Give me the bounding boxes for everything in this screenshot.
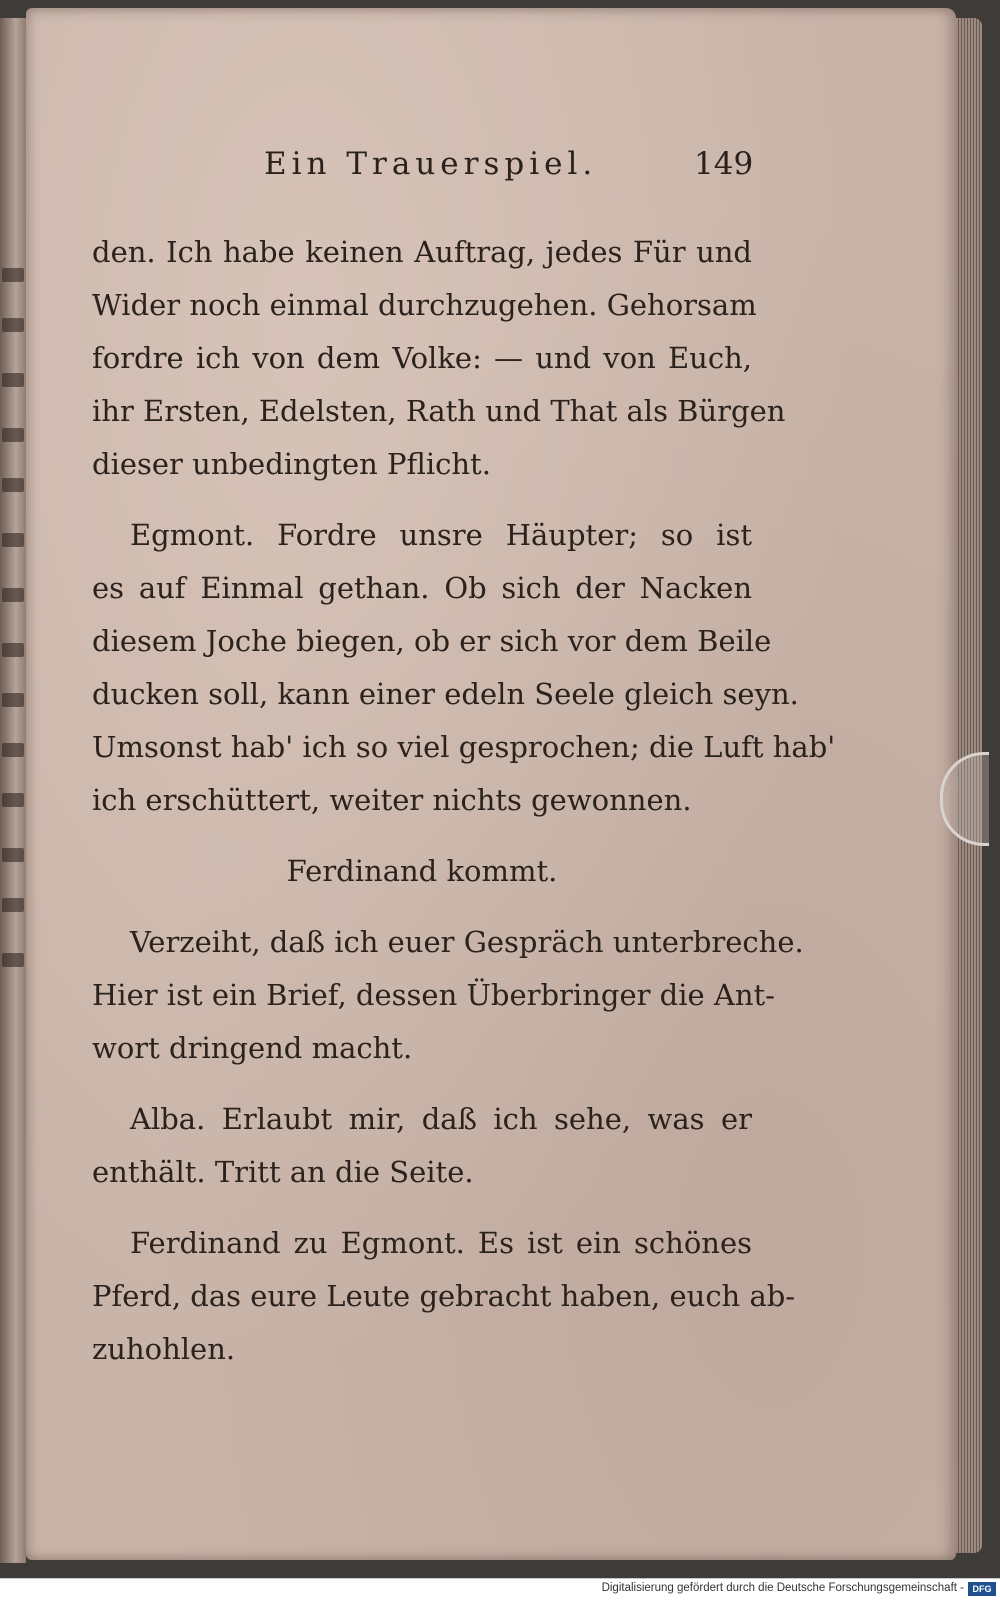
text-line: diesem Joche biegen, ob er sich vor dem Beile bbox=[92, 624, 772, 658]
text-line: enthält. Tritt an die Seite. bbox=[92, 1155, 474, 1189]
text-line: ducken soll, kann einer edeln Seele gleich seyn. bbox=[92, 677, 799, 711]
text-line: Alba. Erlaubt mir, daß ich sehe, was er bbox=[130, 1102, 752, 1136]
paragraph-alba-reply bbox=[92, 1093, 752, 1199]
running-head-title: Ein Trauerspiel. bbox=[264, 146, 598, 182]
text-line: Wider noch einmal durchzugehen. Gehorsam bbox=[92, 288, 757, 322]
text-line: Egmont. Fordre unsre Häupter; so ist bbox=[130, 518, 752, 552]
text-line: wort dringend macht. bbox=[92, 1031, 413, 1065]
running-head bbox=[26, 146, 956, 196]
text-line: ihr Ersten, Edelsten, Rath und That als Bürgen bbox=[92, 394, 786, 428]
text-line: Verzeiht, daß ich euer Gespräch unterbreche. bbox=[130, 925, 804, 959]
footer-credit: Digitalisierung gefördert durch die Deutsche Forschungsgemeinschaft - bbox=[601, 1582, 964, 1594]
text-line: Pferd, das eure Leute gebracht haben, euch ab- bbox=[92, 1279, 796, 1313]
dfg-logo: DFG bbox=[968, 1582, 996, 1596]
text-line: zuhohlen. bbox=[92, 1332, 236, 1366]
book-page bbox=[26, 8, 956, 1560]
text-line: ich erschüttert, weiter nichts gewonnen. bbox=[92, 783, 692, 817]
body-text bbox=[92, 226, 836, 1376]
text-line: Ferdinand kommt. bbox=[286, 854, 558, 888]
text-line: Ferdinand zu Egmont. Es ist ein schönes bbox=[130, 1226, 752, 1260]
previous-page-edge bbox=[0, 18, 26, 1563]
text-line: dieser unbedingten Pflicht. bbox=[92, 447, 491, 481]
paragraph-ferdinand-to-egmont bbox=[92, 1217, 796, 1376]
text-line: Hier ist ein Brief, dessen Überbringer die Ant- bbox=[92, 978, 775, 1012]
text-line: es auf Einmal gethan. Ob sich der Nacken bbox=[92, 571, 752, 605]
stage-direction-ferdinand-enters bbox=[92, 845, 752, 898]
text-line: Umsonst hab' ich so viel gesprochen; die Luft hab' bbox=[92, 730, 836, 764]
text-line: fordre ich von dem Volke: — und von Euch, bbox=[92, 341, 752, 375]
paragraph-alba-speech bbox=[92, 226, 786, 491]
paragraph-ferdinand-speech bbox=[92, 916, 804, 1075]
footer-bar bbox=[0, 1578, 1000, 1601]
page-number: 149 bbox=[694, 146, 754, 182]
paragraph-egmont-speech bbox=[92, 509, 836, 827]
text-line: den. Ich habe keinen Auftrag, jedes Für und bbox=[92, 235, 752, 269]
